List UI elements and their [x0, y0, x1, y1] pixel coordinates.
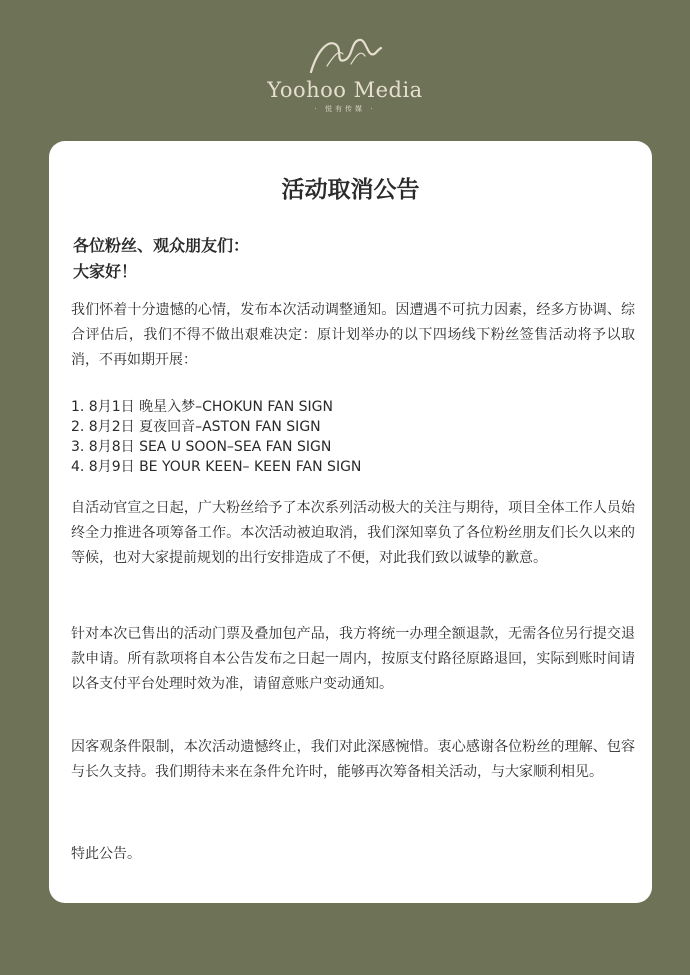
apology-paragraph: 自活动官宣之日起，广大粉丝给予了本次系列活动极大的关注与期待，项目全体工作人员始终全力推进各项筹备工作。本次活动被迫取消，我们深知辜负了各位粉丝朋友们长久以来的等候，也对大家提前规划的出行安排造成了不便，对此我们致以诚挚的歉意。 [71, 500, 635, 566]
event-item: 2. 8月2日 夏夜回音–ASTON FAN SIGN [71, 419, 321, 435]
event-list [71, 397, 361, 477]
notice-card [49, 141, 652, 903]
greeting [73, 233, 249, 285]
brand-name: Yoohoo Media [267, 78, 423, 102]
brand-logo [0, 30, 690, 114]
event-item: 3. 8月8日 SEA U SOON–SEA FAN SIGN [71, 439, 332, 455]
greeting-line-2: 大家好！ [73, 262, 138, 281]
event-item: 4. 8月9日 BE YOUR KEEN– KEEN FAN SIGN [71, 459, 362, 475]
thanks-paragraph: 因客观条件限制，本次活动遗憾终止，我们对此深感惋惜。衷心感谢各位粉丝的理解、包容与长久支持。我们期待未来在条件允许时，能够再次筹备相关活动，与大家顺利相见。 [71, 739, 635, 780]
notice-title: 活动取消公告 [281, 177, 420, 203]
mountain-logo-icon [305, 30, 385, 78]
greeting-line-1: 各位粉丝、观众朋友们： [73, 236, 250, 255]
closing-line: 特此公告。 [71, 846, 141, 862]
event-item: 1. 8月1日 晚星入梦–CHOKUN FAN SIGN [71, 399, 333, 415]
intro-paragraph: 我们怀着十分遗憾的心情，发布本次活动调整通知。因遭遇不可抗力因素，经多方协调、综合评估后，我们不得不做出艰难决定：原计划举办的以下四场线下粉丝签售活动将予以取消，不再如期开展： [71, 302, 635, 368]
refund-paragraph: 针对本次已售出的活动门票及叠加包产品，我方将统一办理全额退款，无需各位另行提交退款申请。所有款项将自本公告发布之日起一周内，按原支付路径原路退回，实际到账时间请以各支付平台处理时效为准，请留意账户变动通知。 [71, 626, 635, 692]
brand-subtitle: · 悦有传媒 · [314, 105, 376, 113]
